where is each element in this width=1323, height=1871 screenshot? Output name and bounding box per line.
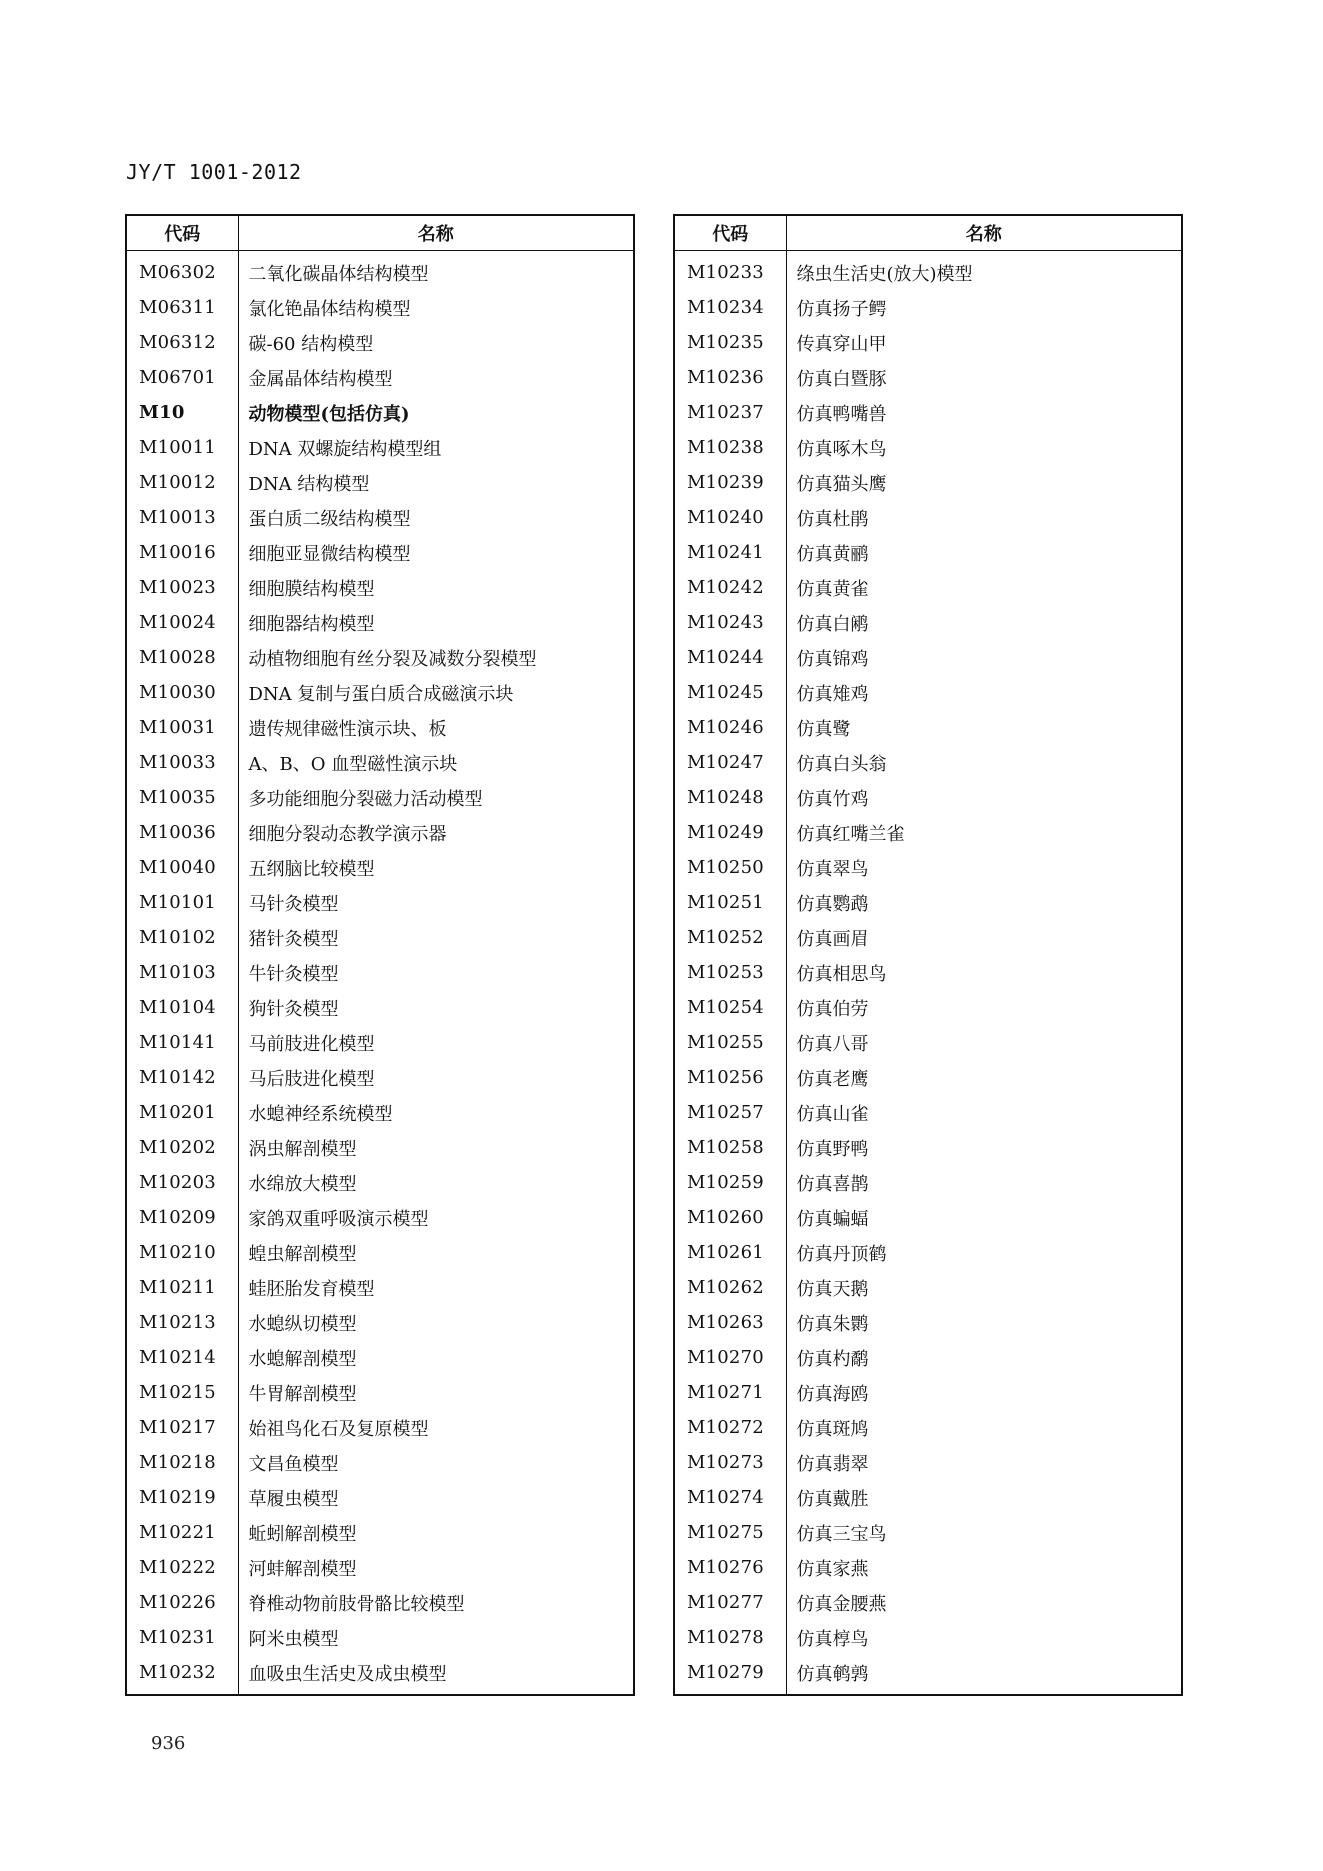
- cell-code: M10030: [126, 675, 238, 710]
- cell-name: 仿真鹭: [796, 718, 851, 740]
- cell-code: M10233: [674, 251, 786, 291]
- cell-code: M10024: [126, 605, 238, 640]
- cell-name: 传真穿山甲: [796, 333, 887, 355]
- table-row: [126, 465, 634, 500]
- table-row: [674, 1515, 1182, 1550]
- table-row: [126, 920, 634, 955]
- cell-name: 水螅解剖模型: [248, 1348, 357, 1370]
- cell-code: M10036: [126, 815, 238, 850]
- cell-code: M10101: [126, 885, 238, 920]
- cell-name: DNA 双螺旋结构模型组: [248, 438, 442, 460]
- table-row: [126, 605, 634, 640]
- cell-code: M10035: [126, 780, 238, 815]
- table-row: [674, 1480, 1182, 1515]
- page-number: 936: [151, 1733, 186, 1754]
- table-row: [126, 815, 634, 850]
- cell-name: 狗针灸模型: [248, 998, 339, 1020]
- cell-code: M10232: [126, 1655, 238, 1695]
- column-header-code: 代码: [674, 215, 786, 251]
- cell-name: 水绵放大模型: [248, 1173, 357, 1195]
- cell-code: M10257: [674, 1095, 786, 1130]
- cell-name: 仿真金腰燕: [796, 1593, 887, 1615]
- cell-name: 马针灸模型: [248, 893, 339, 915]
- table-row: [126, 395, 634, 430]
- cell-name: 仿真蝙蝠: [796, 1208, 869, 1230]
- cell-code: M10263: [674, 1305, 786, 1340]
- cell-code: M10254: [674, 990, 786, 1025]
- cell-name: 仿真锦鸡: [796, 648, 869, 670]
- cell-code: M10202: [126, 1130, 238, 1165]
- table-row: [674, 850, 1182, 885]
- cell-code: M10103: [126, 955, 238, 990]
- cell-code: M10218: [126, 1445, 238, 1480]
- cell-code: M10243: [674, 605, 786, 640]
- cell-name: 仿真相思鸟: [796, 963, 887, 985]
- cell-code: M10273: [674, 1445, 786, 1480]
- cell-code: M10222: [126, 1550, 238, 1585]
- table-row: [126, 570, 634, 605]
- table-row: [126, 290, 634, 325]
- table-row: [126, 1095, 634, 1130]
- cell-code: M10252: [674, 920, 786, 955]
- table-row: [674, 1025, 1182, 1060]
- catalog-table-left: [125, 214, 635, 1696]
- cell-name: 动物模型(包括仿真): [248, 403, 410, 425]
- cell-name: 涡虫解剖模型: [248, 1138, 357, 1160]
- cell-code: M10242: [674, 570, 786, 605]
- cell-code: M10248: [674, 780, 786, 815]
- cell-name: 仿真啄木鸟: [796, 438, 887, 460]
- table-row: [126, 1550, 634, 1585]
- cell-name: 仿真椁鸟: [796, 1628, 869, 1650]
- table-row: [126, 1340, 634, 1375]
- cell-name: 仿真杓鹬: [796, 1348, 869, 1370]
- cell-name: 仿真鸭嘴兽: [796, 403, 887, 425]
- table-row: [126, 251, 634, 291]
- cell-name: DNA 复制与蛋白质合成磁演示块: [248, 683, 514, 705]
- cell-name: 仿真三宝鸟: [796, 1523, 887, 1545]
- cell-name: 仿真雉鸡: [796, 683, 869, 705]
- table-row: [126, 500, 634, 535]
- cell-code: M10028: [126, 640, 238, 675]
- cell-name: 仿真八哥: [796, 1033, 869, 1055]
- cell-name: 仿真家燕: [796, 1558, 869, 1580]
- table-row: [674, 500, 1182, 535]
- cell-name: 遗传规律磁性演示块、板: [248, 718, 447, 740]
- cell-name: 仿真海鸥: [796, 1383, 869, 1405]
- cell-name: A、B、O 血型磁性演示块: [248, 753, 458, 775]
- cell-code: M10278: [674, 1620, 786, 1655]
- cell-name: 仿真白暨豚: [796, 368, 887, 390]
- cell-code: M10275: [674, 1515, 786, 1550]
- cell-code: M10259: [674, 1165, 786, 1200]
- cell-name: 仿真白头翁: [796, 753, 887, 775]
- table-row: [674, 1410, 1182, 1445]
- table-row: [674, 1095, 1182, 1130]
- cell-code: M10239: [674, 465, 786, 500]
- cell-code: M06311: [126, 290, 238, 325]
- table-row: [126, 1445, 634, 1480]
- cell-code: M10250: [674, 850, 786, 885]
- table-row: [126, 1515, 634, 1550]
- table-header-row: [674, 215, 1182, 251]
- table-row: [674, 1305, 1182, 1340]
- table-row: [126, 990, 634, 1025]
- cell-code: M10274: [674, 1480, 786, 1515]
- cell-name: 马后肢进化模型: [248, 1068, 375, 1090]
- cell-code: M10258: [674, 1130, 786, 1165]
- cell-code: M10013: [126, 500, 238, 535]
- cell-name: 蚯蚓解剖模型: [248, 1523, 357, 1545]
- catalog-table-right: [673, 214, 1183, 1696]
- cell-name: 蛋白质二级结构模型: [248, 508, 411, 530]
- cell-code: M10260: [674, 1200, 786, 1235]
- cell-name: 多功能细胞分裂磁力活动模型: [248, 788, 483, 810]
- table-row: [674, 780, 1182, 815]
- cell-code: M10272: [674, 1410, 786, 1445]
- table-row: [674, 251, 1182, 291]
- cell-code: M10256: [674, 1060, 786, 1095]
- table-row: [674, 465, 1182, 500]
- table-row: [674, 290, 1182, 325]
- table-row: [126, 675, 634, 710]
- table-row: [674, 815, 1182, 850]
- table-row: [126, 1375, 634, 1410]
- table-row: [674, 1585, 1182, 1620]
- column-header-name: 名称: [786, 215, 1182, 251]
- cell-code: M10: [126, 395, 238, 430]
- cell-name: 仿真野鸭: [796, 1138, 869, 1160]
- cell-code: M10217: [126, 1410, 238, 1445]
- table-row: [126, 1130, 634, 1165]
- cell-name: 蝗虫解剖模型: [248, 1243, 357, 1265]
- cell-code: M10219: [126, 1480, 238, 1515]
- table-row: [674, 745, 1182, 780]
- cell-code: M10016: [126, 535, 238, 570]
- cell-name: 家鸽双重呼吸演示模型: [248, 1208, 429, 1230]
- table-row: [126, 955, 634, 990]
- table-row: [126, 1410, 634, 1445]
- table-row: [126, 1270, 634, 1305]
- cell-code: M06701: [126, 360, 238, 395]
- table-row: [674, 535, 1182, 570]
- cell-code: M10226: [126, 1585, 238, 1620]
- cell-code: M10261: [674, 1235, 786, 1270]
- column-header-code: 代码: [126, 215, 238, 251]
- cell-code: M10142: [126, 1060, 238, 1095]
- table-row: [674, 1235, 1182, 1270]
- cell-name: 仿真画眉: [796, 928, 869, 950]
- cell-name: 五纲脑比较模型: [248, 858, 375, 880]
- cell-name: 阿米虫模型: [248, 1628, 339, 1650]
- table-row: [674, 605, 1182, 640]
- cell-name: 仿真鹦鹉: [796, 893, 869, 915]
- cell-name: 二氧化碳晶体结构模型: [248, 263, 429, 285]
- cell-code: M10271: [674, 1375, 786, 1410]
- cell-name: 水螅纵切模型: [248, 1313, 357, 1335]
- cell-name: 仿真喜鹊: [796, 1173, 869, 1195]
- table-row: [674, 1200, 1182, 1235]
- cell-name: 仿真黄雀: [796, 578, 869, 600]
- table-row: [126, 1655, 634, 1695]
- table-row: [674, 1550, 1182, 1585]
- cell-code: M10245: [674, 675, 786, 710]
- cell-code: M10215: [126, 1375, 238, 1410]
- cell-name: 河蚌解剖模型: [248, 1558, 357, 1580]
- cell-code: M06312: [126, 325, 238, 360]
- table-row: [674, 1445, 1182, 1480]
- cell-code: M10203: [126, 1165, 238, 1200]
- table-row: [674, 885, 1182, 920]
- table-row: [126, 430, 634, 465]
- cell-code: M10240: [674, 500, 786, 535]
- cell-name: 马前肢进化模型: [248, 1033, 375, 1055]
- cell-code: M10201: [126, 1095, 238, 1130]
- cell-name: 仿真红嘴兰雀: [796, 823, 905, 845]
- table-row: [126, 1165, 634, 1200]
- cell-name: 脊椎动物前肢骨骼比较模型: [248, 1593, 465, 1615]
- table-row: [126, 640, 634, 675]
- table-row: [674, 675, 1182, 710]
- table-row: [126, 1585, 634, 1620]
- cell-code: M10246: [674, 710, 786, 745]
- table-row: [126, 1060, 634, 1095]
- cell-code: M10255: [674, 1025, 786, 1060]
- table-row: [126, 1620, 634, 1655]
- cell-name: 仿真白鹇: [796, 613, 869, 635]
- cell-name: 牛针灸模型: [248, 963, 339, 985]
- table-row: [674, 1340, 1182, 1375]
- cell-code: M10141: [126, 1025, 238, 1060]
- table-header-row: [126, 215, 634, 251]
- table-row: [126, 850, 634, 885]
- cell-code: M10249: [674, 815, 786, 850]
- table-body-right: [674, 251, 1182, 1696]
- cell-name: 仿真山雀: [796, 1103, 869, 1125]
- cell-code: M10211: [126, 1270, 238, 1305]
- cell-code: M10031: [126, 710, 238, 745]
- table-row: [126, 885, 634, 920]
- table-row: [126, 745, 634, 780]
- table-row: [126, 1235, 634, 1270]
- cell-name: 蛙胚胎发育模型: [248, 1278, 375, 1300]
- table-row: [126, 535, 634, 570]
- cell-code: M10011: [126, 430, 238, 465]
- cell-name: 仿真斑鸠: [796, 1418, 869, 1440]
- cell-code: M10277: [674, 1585, 786, 1620]
- cell-name: 仿真丹顶鹤: [796, 1243, 887, 1265]
- table-row: [674, 570, 1182, 605]
- table-row: [126, 780, 634, 815]
- cell-name: 仿真翡翠: [796, 1453, 869, 1475]
- table-row: [126, 710, 634, 745]
- cell-name: 仿真戴胜: [796, 1488, 869, 1510]
- cell-code: M10234: [674, 290, 786, 325]
- cell-code: M10241: [674, 535, 786, 570]
- cell-code: M10251: [674, 885, 786, 920]
- cell-code: M10244: [674, 640, 786, 675]
- cell-code: M10238: [674, 430, 786, 465]
- cell-name: 绦虫生活史(放大)模型: [796, 263, 973, 285]
- table-row: [126, 360, 634, 395]
- cell-name: 动植物细胞有丝分裂及减数分裂模型: [248, 648, 537, 670]
- table-row: [126, 325, 634, 360]
- cell-code: M10236: [674, 360, 786, 395]
- cell-name: 牛胃解剖模型: [248, 1383, 357, 1405]
- table-row: [126, 1305, 634, 1340]
- table-row: [674, 955, 1182, 990]
- table-row: [674, 360, 1182, 395]
- table-row: [674, 710, 1182, 745]
- cell-code: M10213: [126, 1305, 238, 1340]
- table-row: [674, 325, 1182, 360]
- cell-code: M10012: [126, 465, 238, 500]
- cell-code: M10235: [674, 325, 786, 360]
- cell-code: M10102: [126, 920, 238, 955]
- cell-name: 仿真猫头鹰: [796, 473, 887, 495]
- cell-code: M10023: [126, 570, 238, 605]
- cell-name: 仿真伯劳: [796, 998, 869, 1020]
- cell-name: 细胞亚显微结构模型: [248, 543, 411, 565]
- cell-code: M10231: [126, 1620, 238, 1655]
- cell-name: 细胞分裂动态教学演示器: [248, 823, 447, 845]
- cell-name: 细胞膜结构模型: [248, 578, 375, 600]
- table-body-left: [126, 251, 634, 1696]
- table-row: [674, 1620, 1182, 1655]
- cell-name: 仿真翠鸟: [796, 858, 869, 880]
- cell-name: DNA 结构模型: [248, 473, 370, 495]
- table-row: [674, 1165, 1182, 1200]
- cell-name: 仿真天鹅: [796, 1278, 869, 1300]
- cell-name: 碳-60 结构模型: [248, 333, 374, 355]
- cell-code: M06302: [126, 251, 238, 291]
- table-row: [674, 640, 1182, 675]
- cell-code: M10279: [674, 1655, 786, 1695]
- cell-name: 仿真朱鹮: [796, 1313, 869, 1335]
- document-header: JY/T 1001-2012: [126, 160, 302, 184]
- cell-name: 水螅神经系统模型: [248, 1103, 393, 1125]
- cell-name: 血吸虫生活史及成虫模型: [248, 1663, 447, 1685]
- table-row: [674, 1270, 1182, 1305]
- cell-name: 文昌鱼模型: [248, 1453, 339, 1475]
- cell-name: 猪针灸模型: [248, 928, 339, 950]
- cell-name: 仿真鹌鹑: [796, 1663, 869, 1685]
- column-header-name: 名称: [238, 215, 634, 251]
- cell-code: M10270: [674, 1340, 786, 1375]
- cell-name: 仿真黄鹂: [796, 543, 869, 565]
- table-row: [674, 990, 1182, 1025]
- cell-code: M10221: [126, 1515, 238, 1550]
- cell-name: 氯化铯晶体结构模型: [248, 298, 411, 320]
- table-row: [126, 1025, 634, 1060]
- table-row: [674, 430, 1182, 465]
- table-row: [674, 395, 1182, 430]
- table-row: [674, 1655, 1182, 1695]
- cell-code: M10210: [126, 1235, 238, 1270]
- cell-name: 仿真杜鹃: [796, 508, 869, 530]
- cell-code: M10033: [126, 745, 238, 780]
- table-row: [126, 1200, 634, 1235]
- cell-code: M10247: [674, 745, 786, 780]
- cell-code: M10104: [126, 990, 238, 1025]
- cell-name: 仿真竹鸡: [796, 788, 869, 810]
- cell-name: 草履虫模型: [248, 1488, 339, 1510]
- cell-name: 始祖鸟化石及复原模型: [248, 1418, 429, 1440]
- cell-code: M10237: [674, 395, 786, 430]
- table-row: [674, 920, 1182, 955]
- cell-code: M10214: [126, 1340, 238, 1375]
- cell-code: M10040: [126, 850, 238, 885]
- cell-code: M10253: [674, 955, 786, 990]
- cell-code: M10276: [674, 1550, 786, 1585]
- table-row: [674, 1375, 1182, 1410]
- table-row: [674, 1060, 1182, 1095]
- table-row: [126, 1480, 634, 1515]
- table-row: [674, 1130, 1182, 1165]
- cell-name: 仿真老鹰: [796, 1068, 869, 1090]
- cell-name: 细胞器结构模型: [248, 613, 375, 635]
- cell-name: 金属晶体结构模型: [248, 368, 393, 390]
- cell-code: M10262: [674, 1270, 786, 1305]
- cell-code: M10209: [126, 1200, 238, 1235]
- cell-name: 仿真扬子鳄: [796, 298, 887, 320]
